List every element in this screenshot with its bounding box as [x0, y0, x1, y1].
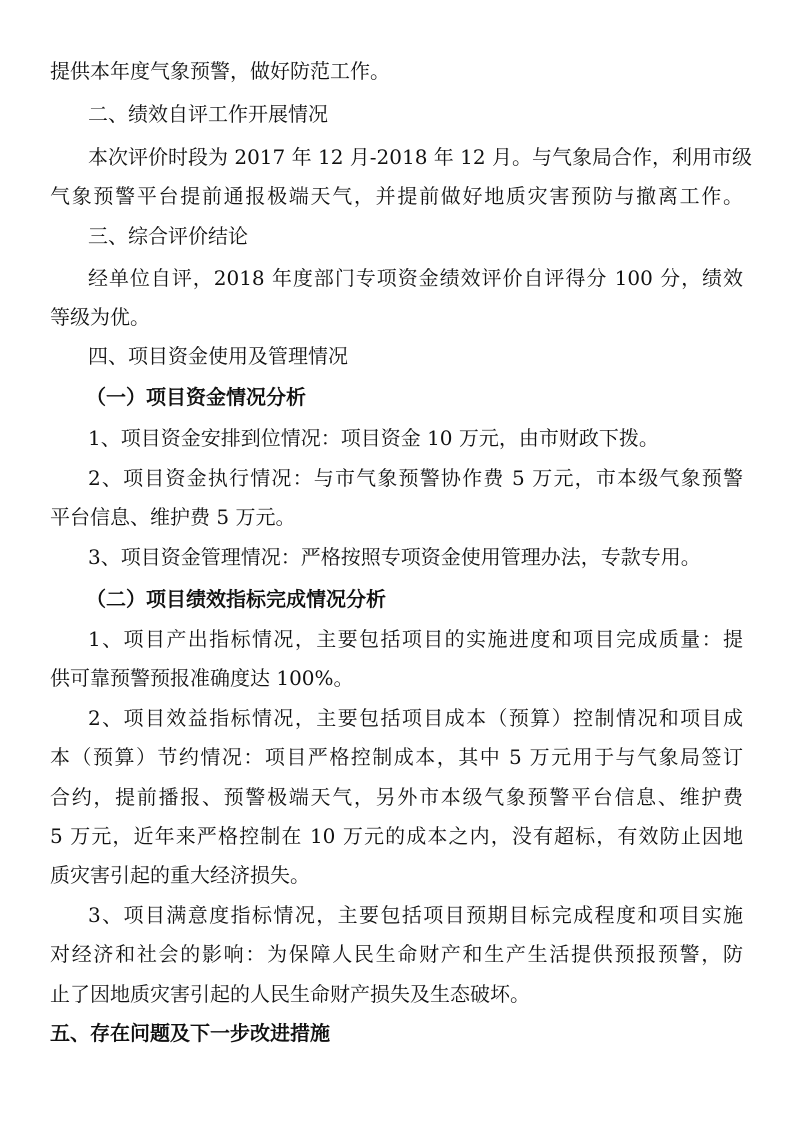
section-heading: 五、存在问题及下一步改进措施	[50, 1021, 330, 1045]
paragraph-line: 经单位自评，2018 年度部门专项资金绩效评价自评得分 100 分，绩效	[88, 266, 743, 290]
paragraph-line: 对经济和社会的影响：为保障人民生命财产和生产生活提供预报预警，防	[50, 942, 743, 966]
paragraph-line: 质灾害引起的重大经济损失。	[50, 863, 310, 887]
paragraph-line: 合约，提前播报、预警极端天气，另外市本级气象预警平台信息、维护费	[50, 785, 743, 809]
subsection-heading: （二）项目绩效指标完成情况分析	[86, 587, 386, 611]
paragraph-line: 平台信息、维护费 5 万元。	[50, 505, 296, 529]
paragraph-line: 等级为优。	[50, 305, 150, 329]
paragraph-line: 3、项目满意度指标情况，主要包括项目预期目标完成程度和项目实施	[88, 903, 743, 927]
paragraph-line: 止了因地质灾害引起的人民生命财产损失及生态破坏。	[50, 982, 530, 1006]
paragraph-line: 本次评价时段为 2017 年 12 月-2018 年 12 月。与气象局合作，利用市级	[88, 145, 752, 169]
section-heading: 四、项目资金使用及管理情况	[88, 344, 348, 368]
subsection-heading: （一）项目资金情况分析	[86, 385, 306, 409]
section-heading: 三、综合评价结论	[88, 224, 248, 248]
paragraph-line: 气象预警平台提前通报极端天气，并提前做好地质灾害预防与撤离工作。	[50, 184, 743, 208]
paragraph-line: 5 万元，近年来严格控制在 10 万元的成本之内，没有超标，有效防止因地	[50, 824, 743, 848]
section-heading: 二、绩效自评工作开展情况	[88, 102, 328, 126]
paragraph-line: 2、项目效益指标情况，主要包括项目成本（预算）控制情况和项目成	[88, 706, 743, 730]
paragraph-line: 2、项目资金执行情况：与市气象预警协作费 5 万元，市本级气象预警	[88, 466, 743, 490]
paragraph-line: 1、项目资金安排到位情况：项目资金 10 万元，由市财政下拨。	[88, 426, 659, 450]
paragraph-line: 3、项目资金管理情况：严格按照专项资金使用管理办法，专款专用。	[88, 545, 701, 569]
paragraph-line: 供可靠预警预报准确度达 100%。	[50, 666, 354, 690]
paragraph-line: 本（预算）节约情况：项目严格控制成本，其中 5 万元用于与气象局签订	[50, 745, 743, 769]
paragraph-line: 提供本年度气象预警，做好防范工作。	[50, 59, 390, 83]
paragraph-line: 1、项目产出指标情况，主要包括项目的实施进度和项目完成质量：提	[88, 627, 743, 651]
